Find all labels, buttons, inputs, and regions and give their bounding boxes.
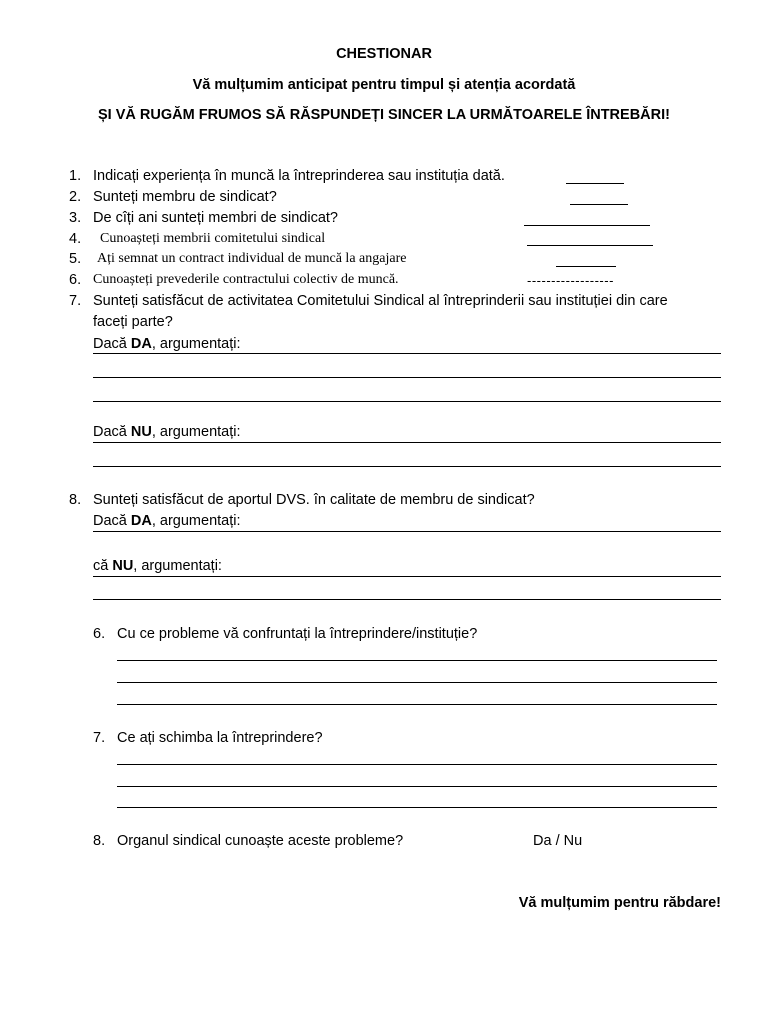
answer-line[interactable] (117, 682, 717, 683)
answer-line[interactable] (93, 401, 721, 402)
answer-options[interactable]: Da / Nu (533, 833, 583, 849)
question-number: 7. (93, 730, 106, 746)
answer-line[interactable] (93, 353, 721, 354)
question-text: Indicați experiența în muncă la întreprinderea sau instituția dată. (93, 168, 505, 184)
prompt-suffix: , argumentați: (151, 424, 241, 440)
question-text: Cunoașteți prevederile contractului colectiv de muncă. (93, 272, 399, 287)
question-text: Organul sindical cunoaște aceste probleme? (117, 833, 404, 849)
answer-blank[interactable] (524, 225, 650, 226)
prompt-keyword: DA (130, 336, 152, 352)
question-text: Ați semnat un contract individual de muncă la angajare (97, 251, 407, 266)
question-text: Cunoașteți membrii comitetului sindical (100, 231, 326, 246)
answer-line[interactable] (93, 599, 721, 600)
closing-text: Vă mulțumim pentru răbdare! (518, 895, 721, 911)
answer-line[interactable] (93, 531, 721, 532)
answer-prompt-nu (93, 423, 241, 441)
question-text: De cîți ani sunteți membri de sindicat? (93, 210, 338, 226)
answer-blank[interactable] (556, 266, 616, 267)
prompt-keyword: NU (130, 424, 152, 440)
question-number: 3. (69, 210, 82, 226)
question-number: 4. (69, 231, 82, 247)
answer-prompt-da (93, 335, 241, 353)
question-number: 1. (69, 168, 82, 184)
answer-prompt-nu (93, 557, 222, 575)
question-number: 8. (69, 492, 82, 508)
answer-dashes[interactable]: ------------------ (527, 273, 614, 288)
prompt-prefix: Dacă (93, 336, 131, 352)
question-number: 6. (93, 626, 106, 642)
answer-blank[interactable] (527, 245, 653, 246)
answer-blank[interactable] (570, 204, 628, 205)
question-text-line2: faceți parte? (93, 314, 173, 330)
prompt-prefix: că (93, 558, 113, 574)
answer-line[interactable] (117, 764, 717, 765)
prompt-keyword: NU (112, 558, 134, 574)
prompt-suffix: , argumentați: (151, 336, 241, 352)
prompt-keyword: DA (130, 513, 152, 529)
answer-line[interactable] (117, 704, 717, 705)
question-number: 7. (69, 293, 82, 309)
question-number: 8. (93, 833, 106, 849)
question-text: Ce ați schimba la întreprindere? (117, 730, 323, 746)
page-instruction: ȘI VĂ RUGĂM FRUMOS SĂ RĂSPUNDEȚI SINCER LA URMĂTOARELE ÎNTREBĂRI! (98, 107, 670, 123)
prompt-suffix: , argumentați: (133, 558, 222, 574)
answer-line[interactable] (117, 807, 717, 808)
prompt-suffix: , argumentați: (151, 513, 241, 529)
answer-prompt-da (93, 512, 241, 530)
prompt-prefix: Dacă (93, 424, 131, 440)
answer-line[interactable] (117, 660, 717, 661)
question-number: 2. (69, 189, 82, 205)
answer-line[interactable] (93, 576, 721, 577)
answer-blank[interactable] (566, 183, 624, 184)
page-title: CHESTIONAR (336, 46, 432, 62)
question-number: 5. (69, 251, 82, 267)
question-number: 6. (69, 272, 82, 288)
answer-line[interactable] (93, 442, 721, 443)
answer-line[interactable] (117, 786, 717, 787)
prompt-prefix: Dacă (93, 513, 131, 529)
question-text-line1: Sunteți satisfăcut de activitatea Comitetului Sindical al întreprinderii sau instituției din care (93, 293, 668, 309)
answer-line[interactable] (93, 377, 721, 378)
question-text: Cu ce probleme vă confruntați la întreprindere/instituție? (117, 626, 478, 642)
question-text: Sunteți satisfăcut de aportul DVS. în calitate de membru de sindicat? (93, 492, 535, 508)
answer-line[interactable] (93, 466, 721, 467)
page-subtitle: Vă mulțumim anticipat pentru timpul și atenția acordată (192, 77, 576, 93)
question-text: Sunteți membru de sindicat? (93, 189, 277, 205)
